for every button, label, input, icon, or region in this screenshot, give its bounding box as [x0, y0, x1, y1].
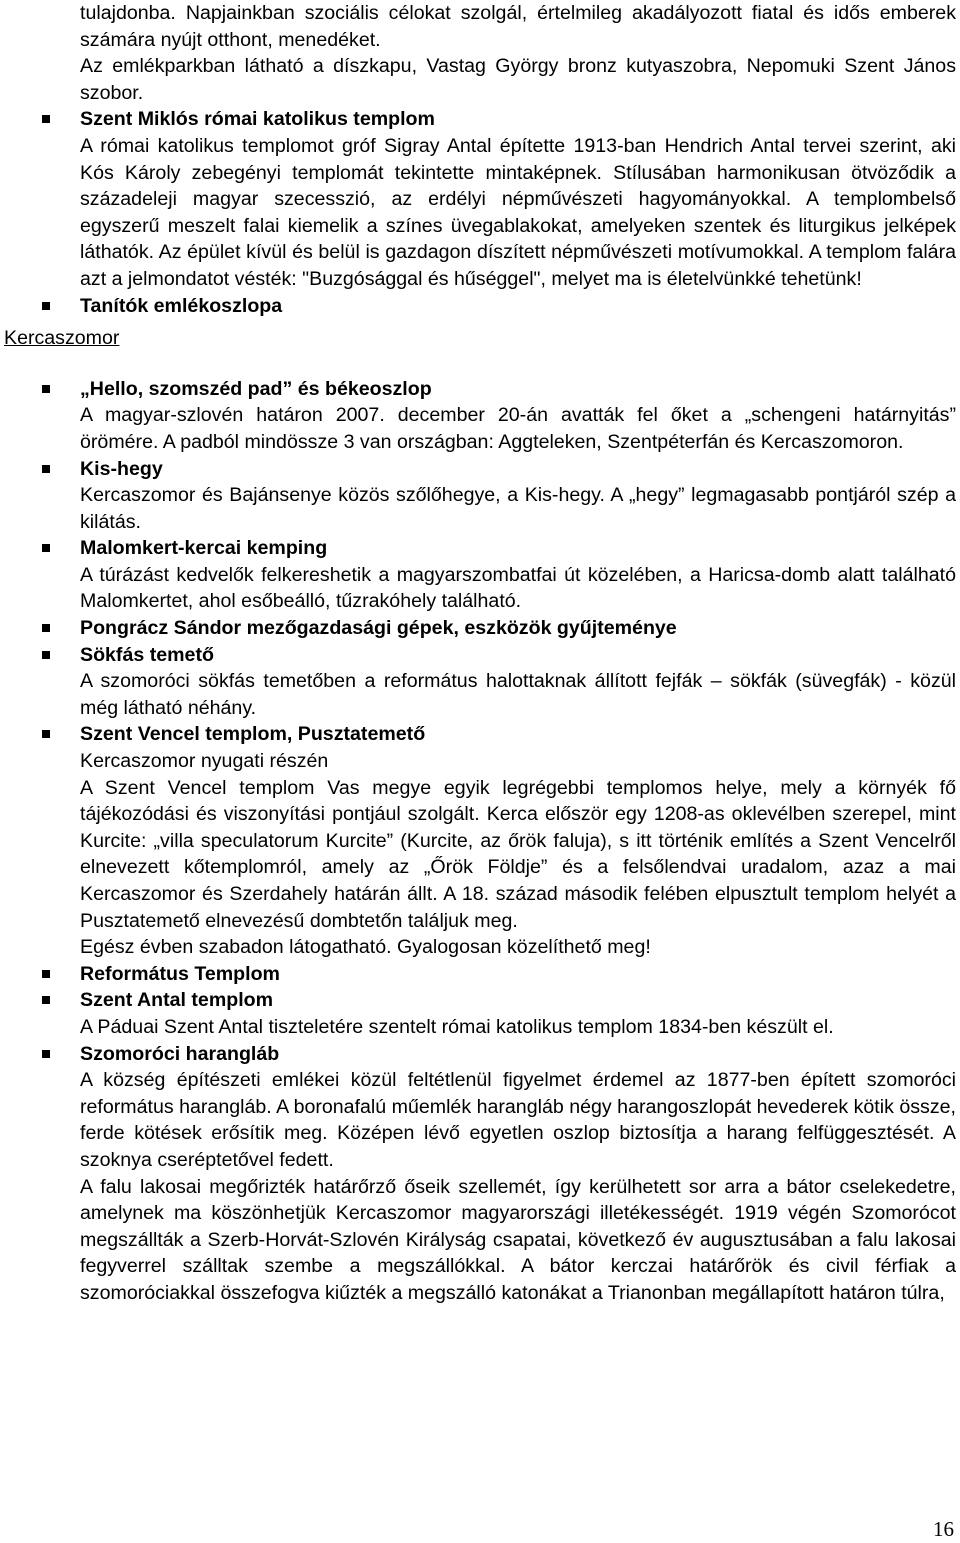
item-body: Kercaszomor és Bajánsenye közös szőlőhegye, a Kis-hegy. A „hegy” legmagasabb pontjáról szép a kilátás. [80, 484, 956, 533]
list-item [0, 642, 960, 722]
square-bullet-icon [42, 996, 50, 1004]
square-bullet-icon [42, 302, 50, 310]
list-item [0, 293, 960, 320]
intro-paragraph: tulajdonba. Napjainkban szociális célokat szolgál, értelmileg akadályozott fiatal és idős emberek számára nyújt otthont, menedéket. [80, 2, 956, 51]
item-title: Pongrácz Sándor mezőgazdasági gépek, eszközök gyűjteménye [80, 617, 677, 640]
item-title: Szent Vencel templom, Pusztatemető [80, 723, 426, 746]
item-body: A Szent Vencel templom Vas megye egyik legrégebbi templomos helye, mely a környék fő tájékozódási és viszonyítási pontjául szolgált. Kerca először egy 1208-as oklevélben szerepel, mint Kurcite: „villa speculatorum Kurcite” (Kurcite, az őrök faluja), s itt történik említés a Szent Vencelről elnevezett kőtemplomról, amely az „Őrök Földje” és a felsőlendvai uradalom, azaz a mai Kercaszomor és Szerdahely határán állt. A 18. század második felében elpusztult templom helyét a Pusztatemető elnevezésű dombtetőn találjuk meg. [80, 776, 956, 932]
item-body: A Páduai Szent Antal tiszteletére szentelt római katolikus templom 1834-ben készült el. [80, 1015, 834, 1038]
item-title: Malomkert-kercai kemping [80, 537, 328, 560]
item-title: „Hello, szomszéd pad” és békeoszlop [80, 377, 432, 400]
item-body: A szomoróci sökfás temetőben a református halottaknak állított fejfák – sökfák (süvegfák) - közül még látható néhány. [80, 670, 956, 719]
item-title: Szent Miklós római katolikus templom [80, 108, 435, 131]
item-title: Tanítók emlékoszlopa [80, 294, 283, 317]
square-bullet-icon [42, 651, 50, 659]
item-title: Sökfás temető [80, 643, 214, 666]
list-item [0, 1041, 960, 1307]
intro-paragraph: Az emlékparkban látható a díszkapu, Vastag György bronz kutyaszobra, Nepomuki Szent János szobor. [80, 55, 956, 104]
item-body: A római katolikus templomot gróf Sigray Antal építette 1913-ban Hendrich Antal tervei szerint, aki Kós Károly zebegényi templomát tekintette mintaképnek. Stílusában harmonikusan ötvöződik a századeleji magyar szecesszió, az erdélyi népművészeti hagyományokkal. A templombelső egyszerű meszelt falai kiemelik a színes üvegablakokat, amelyeken szentek és liturgikus jelképek láthatók. Az épület kívül és belül is gazdagon díszített népművészeti motívumokkal. A templom falára azt a jelmondatot vésték: "Buzgósággal és hűséggel", melyet ma is életelvünkké tehetünk! [80, 134, 956, 290]
square-bullet-icon [42, 465, 50, 473]
item-subtitle: Kercaszomor nyugati részén [80, 750, 329, 773]
page-number: 16 [933, 1517, 954, 1541]
item-body: A túrázást kedvelők felkereshetik a magyarszombatfai út közelében, a Haricsa-domb alatt található Malomkertet, ahol esőbeálló, tűzrakóhely található. [80, 563, 956, 613]
item-note: Egész évben szabadon látogatható. Gyalogosan közelíthető meg! [80, 936, 651, 959]
item-title: Református Templom [80, 962, 280, 985]
list-item [0, 456, 960, 536]
item-title: Szent Antal templom [80, 989, 274, 1012]
square-bullet-icon [42, 624, 50, 632]
square-bullet-icon [42, 1050, 50, 1058]
square-bullet-icon [42, 385, 50, 393]
list-item [0, 987, 960, 1040]
item-body: A község építészeti emlékei közül feltétlenül figyelmet érdemel az 1877-ben épített szomoróci református harangláb. A boronafalú műemlék harangláb négy harangoszlopát hevederek kötik össze, ferde kötések erősítik meg. Középen lévő egyetlen oszlop biztosítja a harang felfüggesztését. A szoknya cseréptetővel fedett. [80, 1069, 956, 1171]
square-bullet-icon [42, 970, 50, 978]
list-item [0, 721, 960, 960]
list-item [0, 106, 960, 292]
item-title: Kis-hegy [80, 457, 163, 480]
item-body: A magyar-szlovén határon 2007. december 20-án avatták fel őket a „schengeni határnyitás” örömére. A padból mindössze 3 van országban: Aggteleken, Szentpéterfán és Kercaszomoron. [80, 404, 956, 453]
item-body-continued: A falu lakosai megőrizték határőrző őseik szellemét, így kerülhetett sor arra a bátor cselekedetre, amelynek ma köszönhetjük Kercaszomor magyarországi illetékességét. 1919 végén Szomorócot megszállták a Szerb-Horvát-Szlovén Királyság csapatai, következő év augusztusában a falu lakosai fegyverrel szálltak szembe a megszállókkal. A bátor kerczai határőrök és civil férfiak a szomoróciakkal összefogva kiűzték a megszálló katonákat a Trianonban megállapított határon túlra, [80, 1175, 956, 1304]
list-item [0, 615, 960, 642]
square-bullet-icon [42, 544, 50, 552]
list-item [0, 376, 960, 456]
list-item [0, 961, 960, 988]
section-heading: Kercaszomor [4, 327, 120, 350]
item-title: Szomoróci harangláb [80, 1042, 280, 1065]
list-item [0, 535, 960, 615]
square-bullet-icon [42, 115, 50, 123]
square-bullet-icon [42, 730, 50, 738]
